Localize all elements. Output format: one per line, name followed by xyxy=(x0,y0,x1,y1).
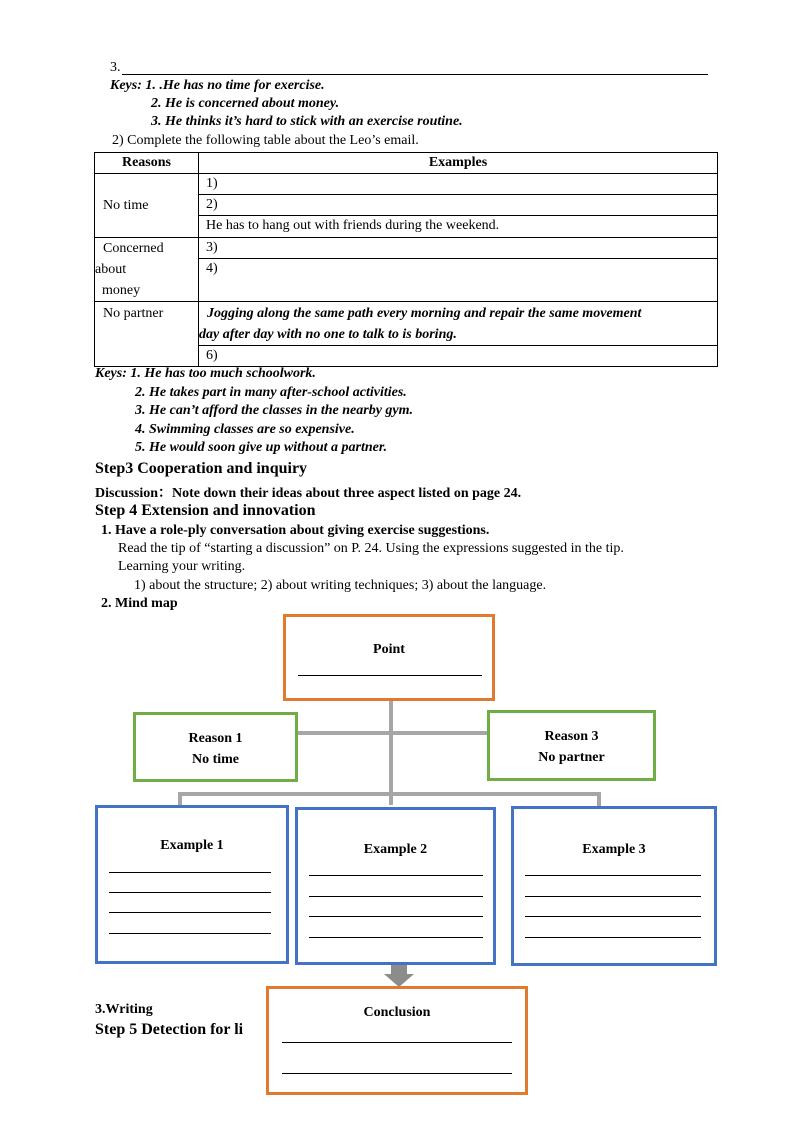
reason-3-text: No partner xyxy=(538,750,605,765)
step-4-item-1: 1. Have a role-ply conversation about giving exercise suggestions. xyxy=(101,523,490,538)
example-2-line-3 xyxy=(309,916,483,917)
example-2-title: Example 2 xyxy=(363,842,428,857)
example-1-line-3 xyxy=(109,912,271,913)
item-3-answer-line xyxy=(122,74,708,75)
example-cell-jogging xyxy=(199,302,718,346)
conclusion-box xyxy=(266,986,528,1095)
example-1-box xyxy=(95,805,289,964)
step-4-tip-line-1: Read the tip of “starting a discussion” on P. 24. Using the expressions suggested in the tip. xyxy=(118,541,624,556)
step-4-aspects: 1) about the structure; 2) about writing techniques; 3) about the language. xyxy=(134,578,547,593)
conclusion-line-1 xyxy=(282,1042,512,1043)
reason-3-box xyxy=(487,710,656,781)
step-5-title: Step 5 Detection for li xyxy=(95,1021,244,1038)
reason-money-line-2: about xyxy=(95,262,127,277)
writing-label: 3.Writing xyxy=(95,1002,153,1017)
item-3-number: 3. xyxy=(110,60,121,75)
step-4-tip-line-2: Learning your writing. xyxy=(118,559,246,574)
reason-3-title: Reason 3 xyxy=(544,729,599,744)
keys-2-line-1: Keys: 1. He has too much schoolwork. xyxy=(95,366,316,381)
keys-2-line-4: 4. Swimming classes are so expensive. xyxy=(135,422,355,437)
keys-1-line-1: Keys: 1. .He has no time for exercise. xyxy=(110,78,325,93)
example-2-box xyxy=(295,807,496,965)
example-2-line-4 xyxy=(309,937,483,938)
reason-1-text: No time xyxy=(191,752,240,767)
example-2-line-2 xyxy=(309,896,483,897)
conclusion-label: Conclusion xyxy=(363,1005,431,1020)
table-header-reasons: Reasons xyxy=(95,153,199,174)
example-2-line-1 xyxy=(309,875,483,876)
step-3-title: Step3 Cooperation and inquiry xyxy=(95,460,308,477)
example-3-line-1 xyxy=(525,875,701,876)
connector-reason-horizontal xyxy=(297,731,489,735)
step-4-title: Step 4 Extension and innovation xyxy=(95,502,316,519)
reason-no-partner: No partner xyxy=(95,302,199,367)
example-1-line-1 xyxy=(109,872,271,873)
reason-no-time: No time xyxy=(95,174,199,238)
point-label: Point xyxy=(373,642,405,657)
reason-1-title: Reason 1 xyxy=(188,731,243,746)
example-cell-3: 3) xyxy=(199,238,718,259)
reason-1-box xyxy=(133,712,298,782)
keys-1-line-3: 3. He thinks it’s hard to stick with an exercise routine. xyxy=(151,114,463,129)
point-box xyxy=(283,614,495,701)
keys-1-line-2: 2. He is concerned about money. xyxy=(151,96,340,111)
reasons-table xyxy=(94,152,718,367)
connector-examples-horizontal xyxy=(178,792,601,796)
keys-2-line-5: 5. He would soon give up without a partner. xyxy=(135,440,388,455)
task-2-instruction: 2) Complete the following table about the Leo’s email. xyxy=(112,133,419,148)
example-3-line-2 xyxy=(525,896,701,897)
reason-money-line-1: Concerned xyxy=(103,241,164,256)
step-4-item-2: 2. Mind map xyxy=(101,596,178,611)
example-3-box xyxy=(511,806,717,966)
example-cell-4: 4) xyxy=(199,259,718,302)
example-3-line-4 xyxy=(525,937,701,938)
conclusion-line-2 xyxy=(282,1073,512,1074)
table-header-examples: Examples xyxy=(199,153,718,174)
keys-2-line-3: 3. He can’t afford the classes in the nearby gym. xyxy=(135,403,414,418)
connector-example-1 xyxy=(178,792,182,806)
example-3-title: Example 3 xyxy=(582,842,646,857)
example-cell-6: 6) xyxy=(199,346,718,367)
keys-2-line-2: 2. He takes part in many after-school activities. xyxy=(135,385,407,400)
connector-example-3 xyxy=(597,792,601,806)
example-1-title: Example 1 xyxy=(160,838,224,853)
reason-money-line-3: money xyxy=(102,283,141,298)
example-cell-2: 2) xyxy=(199,195,718,216)
connector-point-vertical xyxy=(389,700,393,805)
reason-concerned-about-money xyxy=(95,238,199,302)
point-answer-line xyxy=(298,675,482,676)
example-1-line-2 xyxy=(109,892,271,893)
example-cell-1: 1) xyxy=(199,174,718,195)
jogging-line-2: day after day with no one to talk to is boring. xyxy=(199,327,457,342)
step-3-discussion: Discussion：Note down their ideas about three aspect listed on page 24. xyxy=(95,486,522,501)
example-3-line-3 xyxy=(525,916,701,917)
jogging-line-1: Jogging along the same path every morning and repair the same movement xyxy=(207,306,642,321)
example-cell-friends: He has to hang out with friends during the weekend. xyxy=(199,216,718,238)
example-1-line-4 xyxy=(109,933,271,934)
